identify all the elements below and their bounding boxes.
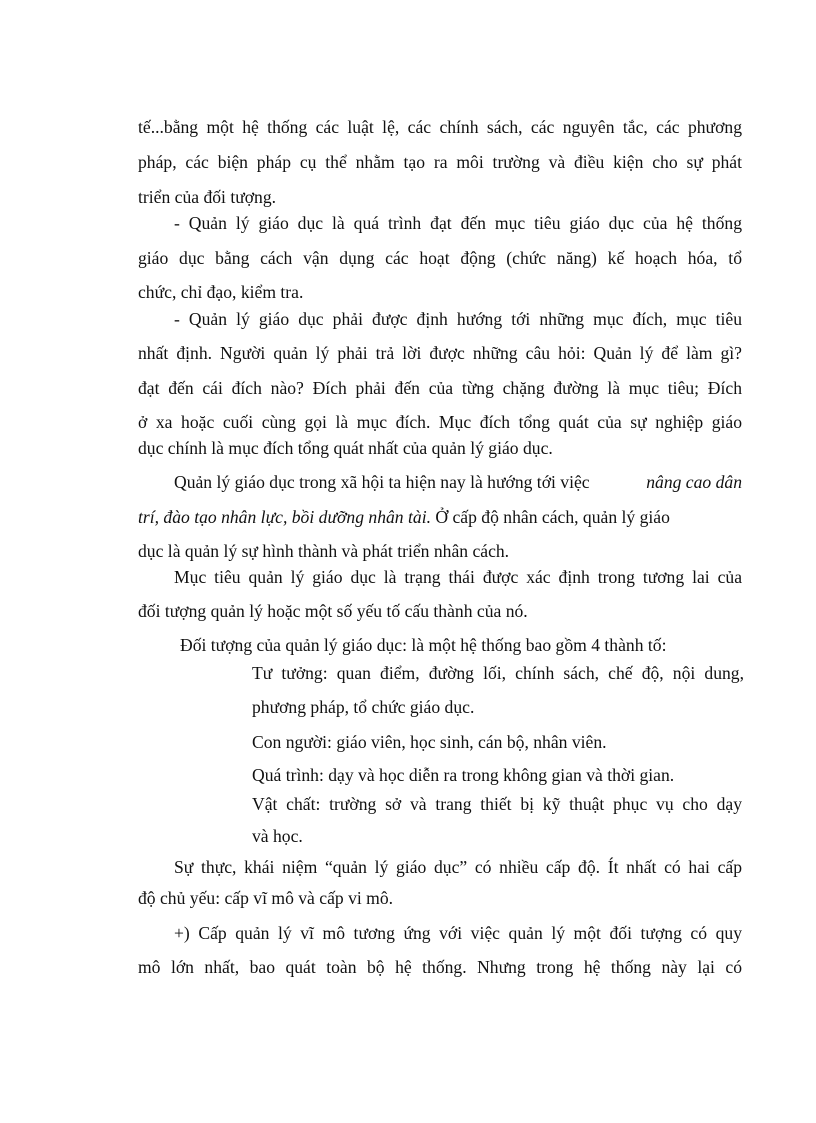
paragraph-line: Mục tiêu quản lý giáo dục là trạng thái được xác định trong tương lai của xyxy=(174,567,742,587)
body-line: dục là quản lý sự hình thành và phát triển nhân cách. xyxy=(138,541,510,561)
body-text: Quản lý giáo dục trong xã hội ta hiện nay là hướng tới việc xyxy=(174,472,590,492)
list-item: Con người: giáo viên, học sinh, cán bộ, nhân viên. xyxy=(252,732,607,752)
paragraph-line: - Quản lý giáo dục là quá trình đạt đến mục tiêu giáo dục của hệ thống xyxy=(174,213,742,233)
list-item: Quá trình: dạy và học diễn ra trong không gian và thời gian. xyxy=(252,765,675,785)
body-line: đạt đến cái đích nào? Đích phải đến của từng chặng đường là mục tiêu; Đích xyxy=(138,378,742,398)
paragraph-line: - Quản lý giáo dục phải được định hướng tới những mục đích, mục tiêu xyxy=(174,309,742,329)
body-line: triển của đối tượng. xyxy=(138,187,277,207)
body-line: đối tượng quản lý hoặc một số yếu tố cấu thành của nó. xyxy=(138,601,528,621)
body-line: giáo dục bằng cách vận dụng các hoạt động (chức năng) kế hoạch hóa, tổ xyxy=(138,248,742,268)
paragraph-line xyxy=(174,472,742,492)
body-line: tế...bằng một hệ thống các luật lệ, các chính sách, các nguyên tắc, các phương xyxy=(138,117,742,137)
body-text: Ở cấp độ nhân cách, quản lý giáo xyxy=(430,507,670,527)
list-item: Tư tưởng: quan điểm, đường lối, chính sách, chế độ, nội dung, xyxy=(252,663,744,683)
paragraph-line: +) Cấp quản lý vĩ mô tương ứng với việc quản lý một đối tượng có quy xyxy=(174,923,742,943)
emphasis-text: nâng cao dân xyxy=(646,472,742,492)
list-item: Vật chất: trường sở và trang thiết bị kỹ thuật phục vụ cho dạy xyxy=(252,794,742,814)
body-line: chức, chỉ đạo, kiểm tra. xyxy=(138,282,304,302)
body-line: độ chủ yếu: cấp vĩ mô và cấp vi mô. xyxy=(138,888,394,908)
paragraph-line: Đối tượng của quản lý giáo dục: là một hệ thống bao gồm 4 thành tố: xyxy=(180,635,667,655)
body-line: ở xa hoặc cuối cùng gọi là mục đích. Mục đích tổng quát của sự nghiệp giáo xyxy=(138,412,742,432)
body-line xyxy=(138,507,742,527)
body-line: mô lớn nhất, bao quát toàn bộ hệ thống. Nhưng trong hệ thống này lại có xyxy=(138,957,742,977)
body-line: nhất định. Người quản lý phải trả lời được những câu hỏi: Quản lý để làm gì? xyxy=(138,343,742,363)
body-line: dục chính là mục đích tổng quát nhất của quản lý giáo dục. xyxy=(138,438,553,458)
list-item-continuation: phương pháp, tổ chức giáo dục. xyxy=(252,697,475,717)
paragraph-line: Sự thực, khái niệm “quản lý giáo dục” có nhiều cấp độ. Ít nhất có hai cấp xyxy=(174,857,742,877)
body-line: pháp, các biện pháp cụ thể nhằm tạo ra môi trường và điều kiện cho sự phát xyxy=(138,152,742,172)
emphasis-text: trí, đào tạo nhân lực, bồi dưỡng nhân tài. xyxy=(138,507,431,527)
list-item-continuation: và học. xyxy=(252,826,303,846)
